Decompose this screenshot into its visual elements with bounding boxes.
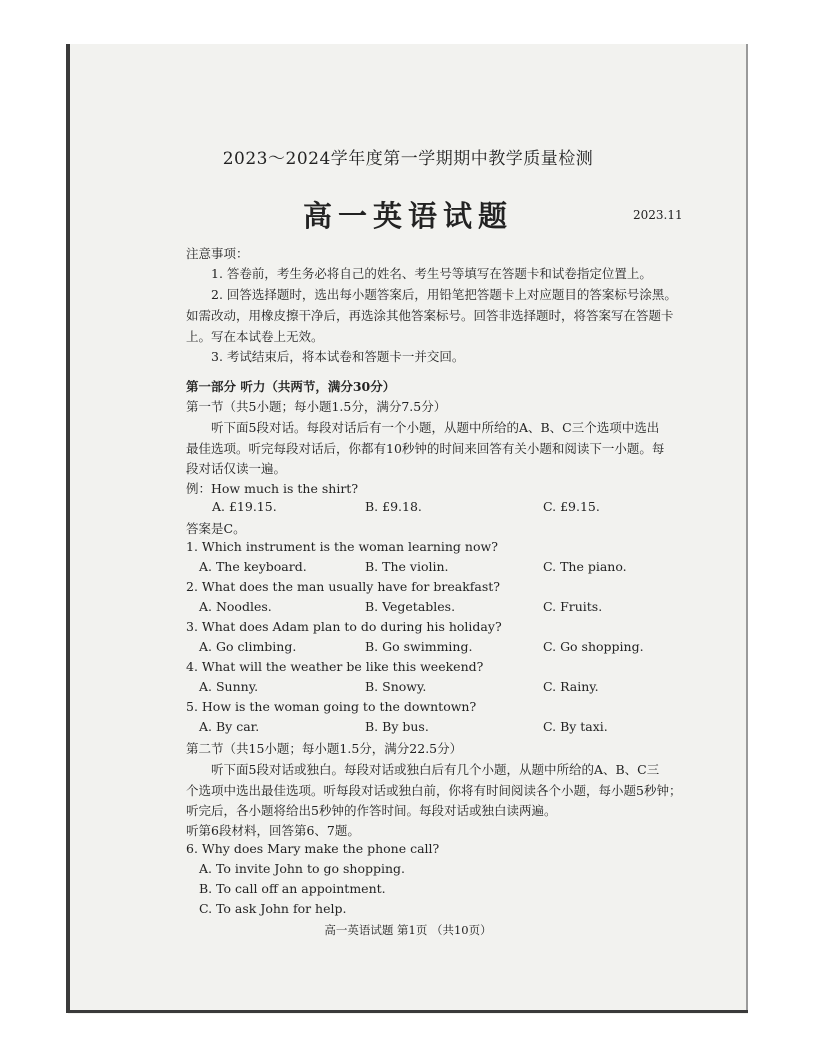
question-4-option-a: A. Sunny. <box>199 679 259 694</box>
question-4-option-c: C. Rainy. <box>543 679 599 694</box>
section2-heading: 第二节（共15小题；每小题1.5分，满分22.5分） <box>186 741 463 756</box>
question-2-option-b: B. Vegetables. <box>365 599 456 614</box>
notice-item-2-line-1: 2. 回答选择题时，选出每小题答案后，用铅笔把答题卡上对应题目的答案标号涂黑。 <box>211 287 677 302</box>
question-5: 5. How is the woman going to the downtown? <box>186 699 477 714</box>
question-5-option-a: A. By car. <box>199 719 260 734</box>
question-6: 6. Why does Mary make the phone call? <box>186 841 440 856</box>
exam-subtitle: 2023～2024学年度第一学期期中教学质量检测 <box>222 149 594 169</box>
question-5-option-c: C. By taxi. <box>543 719 608 734</box>
example-option-a: A. £19.15. <box>212 499 277 514</box>
question-4: 4. What will the weather be like this weekend? <box>186 659 484 674</box>
question-2-option-c: C. Fruits. <box>543 599 603 614</box>
question-2: 2. What does the man usually have for breakfast? <box>186 579 500 594</box>
question-6-option-c: C. To ask John for help. <box>199 901 347 916</box>
question-6-option-a: A. To invite John to go shopping. <box>199 861 405 876</box>
question-5-option-b: B. By bus. <box>365 719 429 734</box>
question-1-option-b: B. The violin. <box>365 559 449 574</box>
example-option-b: B. £9.18. <box>365 499 422 514</box>
question-3-option-a: A. Go climbing. <box>199 639 297 654</box>
page-footer: 高一英语试题 第1页 （共10页） <box>324 923 492 937</box>
question-3: 3. What does Adam plan to do during his holiday? <box>186 619 502 634</box>
section1-instruction-line-2: 最佳选项。听完每段对话后，你都有10秒钟的时间来回答有关小题和阅读下一小题。每 <box>186 441 665 456</box>
section2-instruction-line-2: 个选项中选出最佳选项。听每段对话或独白前，你将有时间阅读各个小题，每小题5秒钟； <box>186 783 682 798</box>
example-option-c: C. £9.15. <box>543 499 600 514</box>
question-4-option-b: B. Snowy. <box>365 679 427 694</box>
question-2-option-a: A. Noodles. <box>199 599 272 614</box>
section2-instruction-line-3: 听完后，各小题将给出5秒钟的作答时间。每段对话或独白读两遍。 <box>186 803 557 818</box>
scan-edge-left <box>66 44 70 1012</box>
example-answer: 答案是C。 <box>186 521 246 536</box>
notice-heading: 注意事项： <box>186 246 249 261</box>
scan-edge-bottom <box>66 1010 748 1013</box>
scan-edge-right <box>746 44 748 1012</box>
exam-date: 2023.11 <box>633 208 683 222</box>
question-3-option-c: C. Go shopping. <box>543 639 644 654</box>
part1-heading: 第一部分 听力（共两节，满分30分） <box>186 379 396 394</box>
question-6-option-b: B. To call off an appointment. <box>199 881 386 896</box>
notice-item-3: 3. 考试结束后，将本试卷和答题卡一并交回。 <box>211 349 465 364</box>
section1-heading: 第一节（共5小题；每小题1.5分，满分7.5分） <box>186 399 447 414</box>
paper-sheet <box>68 44 748 1014</box>
notice-item-2-line-2: 如需改动，用橡皮擦干净后，再选涂其他答案标号。回答非选择题时，将答案写在答题卡 <box>186 308 674 323</box>
section1-instruction-line-1: 听下面5段对话。每段对话后有一个小题，从题中所给的A、B、C三个选项中选出 <box>211 420 660 435</box>
example-question: 例：How much is the shirt? <box>186 481 359 496</box>
material-6-instruction: 听第6段材料，回答第6、7题。 <box>186 823 360 838</box>
question-1-option-c: C. The piano. <box>543 559 627 574</box>
notice-item-1: 1. 答卷前，考生务必将自己的姓名、考生号等填写在答题卡和试卷指定位置上。 <box>211 266 652 281</box>
question-1-option-a: A. The keyboard. <box>199 559 307 574</box>
section2-instruction-line-1: 听下面5段对话或独白。每段对话或独白后有几个小题，从题中所给的A、B、C三 <box>211 762 660 777</box>
section1-instruction-line-3: 段对话仅读一遍。 <box>186 461 287 476</box>
question-1: 1. Which instrument is the woman learning now? <box>186 539 498 554</box>
notice-item-2-line-3: 上。写在本试卷上无效。 <box>186 329 324 344</box>
question-3-option-b: B. Go swimming. <box>365 639 473 654</box>
exam-title: 高一英语试题 <box>302 199 513 233</box>
